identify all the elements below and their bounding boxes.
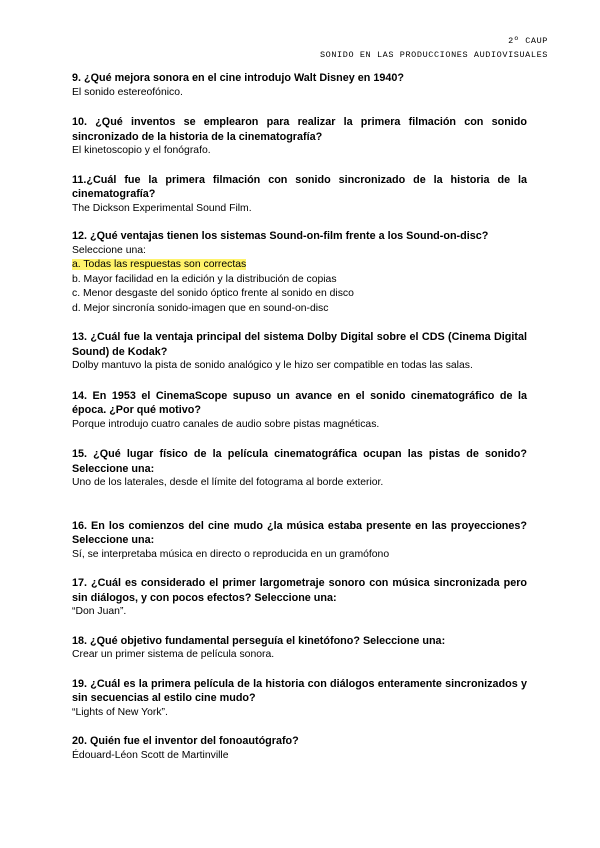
answer-text: El kinetoscopio y el fonógrafo. xyxy=(72,145,211,156)
answer-text: “Don Juan”. xyxy=(72,606,127,617)
select-prompt: Seleccione una: xyxy=(72,244,146,256)
question-block-12 xyxy=(72,229,527,316)
question-block-17 xyxy=(72,576,527,620)
option-d: d. Mejor sincronía sonido-imagen que en sound-on-disc xyxy=(72,302,329,314)
course-label: 2º CAUP xyxy=(508,36,548,46)
answer-text: Édouard-Léon Scott de Martinville xyxy=(72,749,229,761)
question-text: 13. ¿Cuál fue la ventaja principal del sistema Dolby Digital sobre el CDS (Cinema Digital Sound) de Kodak? xyxy=(72,331,527,358)
question-text: 18. ¿Qué objetivo fundamental perseguía el kinetófono? Seleccione una: xyxy=(72,634,446,647)
answer-text: The Dickson Experimental Sound Film. xyxy=(72,202,252,214)
question-text: 19. ¿Cuál es la primera película de la historia con diálogos enteramente sincronizados y sin secuencias al estilo cine mudo? xyxy=(72,677,527,704)
question-block-15 xyxy=(72,447,527,491)
answer-text: El sonido estereofónico. xyxy=(72,86,183,98)
subject-title: SONIDO EN LAS PRODUCCIONES AUDIOVISUALES xyxy=(319,50,548,60)
question-block-13 xyxy=(72,330,527,374)
question-block-19 xyxy=(72,677,527,721)
answer-text: Dolby mantuvo la pista de sonido analógico y le hizo ser compatible en todas las salas. xyxy=(72,360,473,371)
page-header xyxy=(320,34,548,62)
question-block-16 xyxy=(72,519,527,563)
question-text: 17. ¿Cuál es considerado el primer largometraje sonoro con música sincronizada pero sin diálogos, y con pocos efectos? Seleccione una: xyxy=(72,577,527,604)
question-text: 14. En 1953 el CinemaScope supuso un avance en el sonido cinematográfico de la época. ¿Por qué motivo? xyxy=(72,389,527,416)
question-text: 15. ¿Qué lugar físico de la película cinematográfica ocupan las pistas de sonido? Seleccione una: xyxy=(72,448,527,475)
question-text: 20. Quién fue el inventor del fonoautógrafo? xyxy=(72,735,299,747)
question-block-11 xyxy=(72,173,527,217)
answer-text: “Lights of New York”. xyxy=(72,706,168,718)
question-block-10 xyxy=(72,115,527,159)
question-block-14 xyxy=(72,389,527,433)
option-a xyxy=(72,258,527,273)
question-block-9 xyxy=(72,71,527,100)
option-a-highlighted: a. Todas las respuestas son correctas xyxy=(72,259,247,270)
answer-text: Sí, se interpretaba música en directo o reproducida en un gramófono xyxy=(72,548,390,560)
answer-text: Porque introdujo cuatro canales de audio sobre pistas magnéticas. xyxy=(72,418,380,430)
question-block-18 xyxy=(72,634,527,663)
question-text: 9. ¿Qué mejora sonora en el cine introdujo Walt Disney en 1940? xyxy=(72,72,404,84)
answer-text: Uno de los laterales, desde el límite del fotograma al borde exterior. xyxy=(72,477,384,488)
question-text: 10. ¿Qué inventos se emplearon para realizar la primera filmación con sonido sincronizado de la historia de la cinematografía? xyxy=(72,116,527,143)
question-block-20 xyxy=(72,734,527,763)
question-text: 16. En los comienzos del cine mudo ¿la música estaba presente en las proyecciones? Seleccione una: xyxy=(72,519,527,546)
answer-options xyxy=(72,258,527,316)
question-text: 12. ¿Qué ventajas tienen los sistemas Sound-on-film frente a los Sound-on-disc? xyxy=(72,230,489,242)
answer-text: Crear un primer sistema de película sonora. xyxy=(72,649,275,660)
option-b: b. Mayor facilidad en la edición y la distribución de copias xyxy=(72,273,337,285)
option-c: c. Menor desgaste del sonido óptico frente al sonido en disco xyxy=(72,288,354,299)
quiz-content xyxy=(72,71,527,763)
question-text: 11.¿Cuál fue la primera filmación con sonido sincronizado de la historia de la cinematografía? xyxy=(72,173,527,200)
